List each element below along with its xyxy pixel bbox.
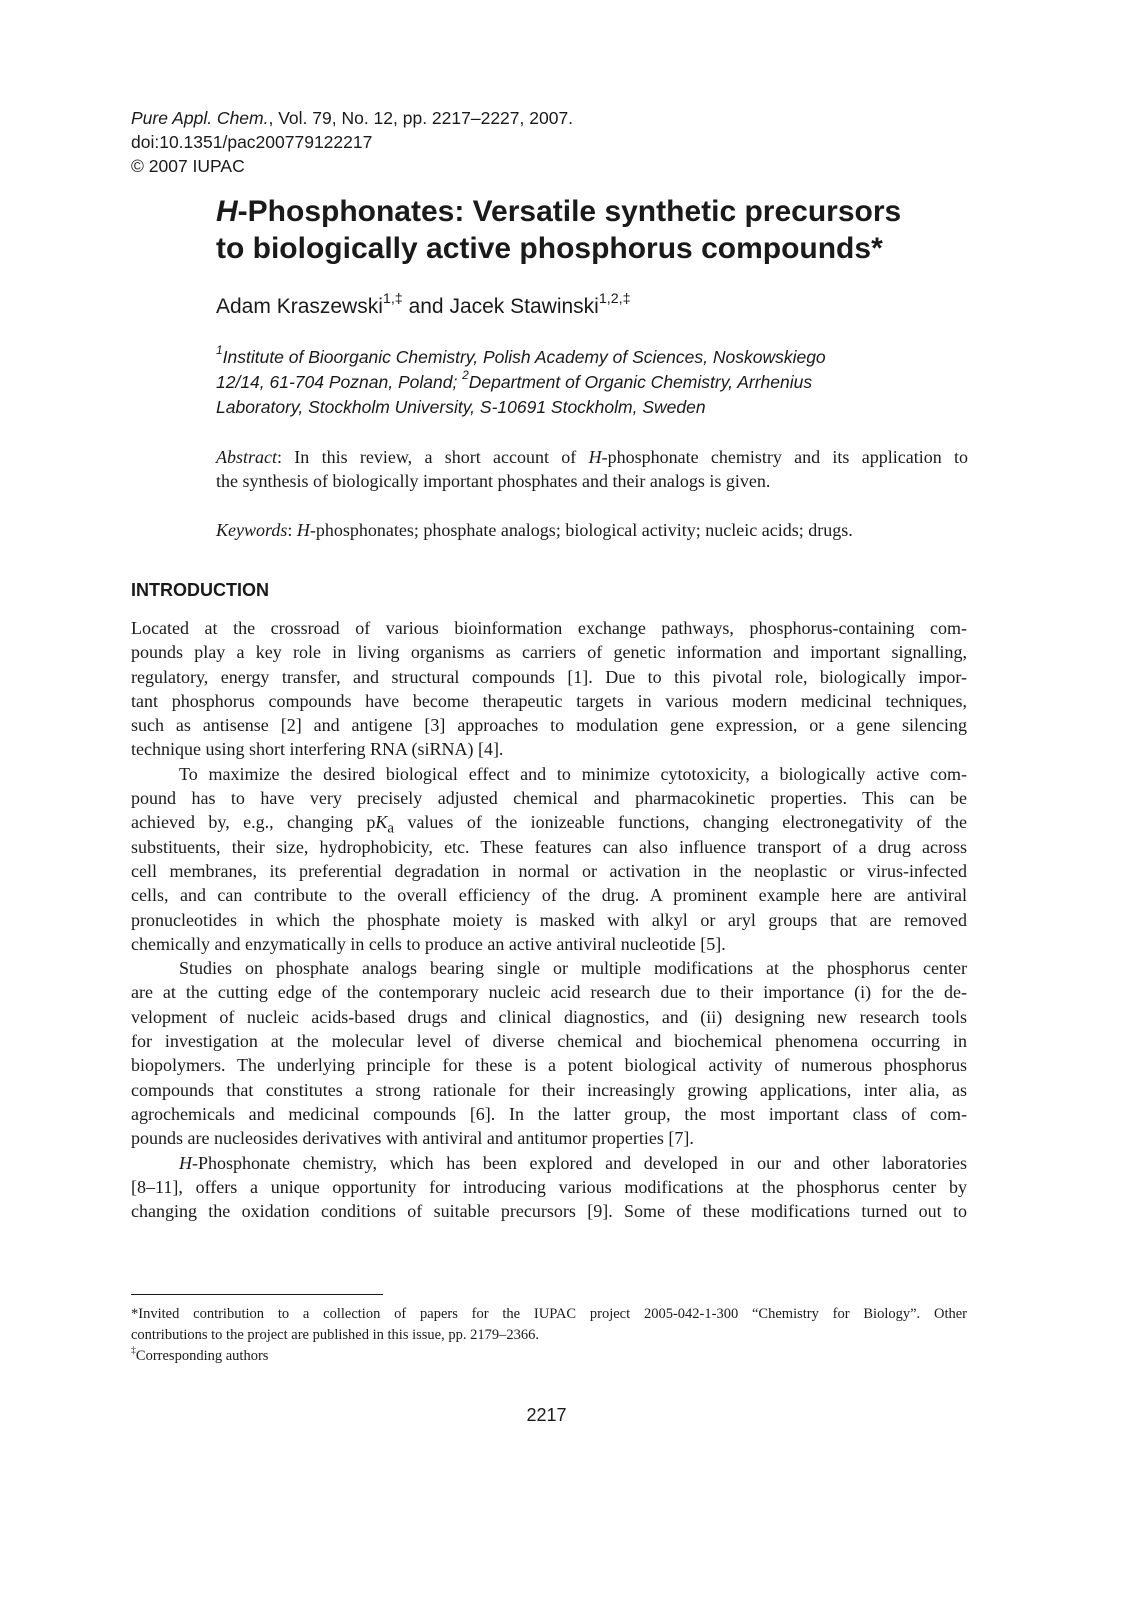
keywords-separator: : xyxy=(287,520,297,540)
article-title xyxy=(216,193,1016,267)
p3-line: agrochemicals and medicinal compounds [6]. In the latter group, the most important class of com- xyxy=(131,1103,967,1124)
p2-text-a: achieved by, e.g., changing p xyxy=(131,812,376,833)
author-1: Adam Kraszewski xyxy=(216,295,383,318)
p3-line: velopment of nucleic acids-based drugs and clinical diagnostics, and (ii) designing new research tools xyxy=(131,1006,967,1027)
p1-line: tant phosphorus compounds have become therapeutic targets in various modern medicinal techniques, xyxy=(131,690,967,711)
p2-line: To maximize the desired biological effect and to minimize cytotoxicity, a biologically active com- xyxy=(179,763,967,784)
pka-k: K xyxy=(375,812,388,833)
affiliations xyxy=(216,345,826,420)
footnotes xyxy=(131,1304,967,1367)
affiliation-1-address: 12/14, 61-704 Poznan, Poland; xyxy=(216,372,463,392)
citation-details: , Vol. 79, No. 12, pp. 2217–2227, 2007. xyxy=(268,108,574,128)
abstract-italic-h: H xyxy=(588,447,602,467)
p4-line: [8–11], offers a unique opportunity for introducing various modifications at the phosphorus center by xyxy=(131,1176,967,1197)
body-text xyxy=(131,616,967,1223)
abstract-label: Abstract xyxy=(216,447,277,467)
title-line-1-text: -Phosphonates: Versatile synthetic precursors xyxy=(237,195,902,228)
affiliation-1-text: Institute of Bioorganic Chemistry, Polish Academy of Sciences, Noskowskiego xyxy=(222,347,826,367)
p4-italic-h: H xyxy=(179,1152,192,1173)
pka-subscript: a xyxy=(387,820,395,837)
abstract-text-b: -phosphonate chemistry and its application to xyxy=(601,447,968,467)
affiliation-line-2 xyxy=(216,370,826,395)
copyright-line: © 2007 IUPAC xyxy=(131,156,245,176)
affiliation-marker-2: 2 xyxy=(462,368,469,383)
p4-line xyxy=(131,1151,967,1175)
p1-line: regulatory, energy transfer, and structural compounds [1]. Due to this pivotal role, biologically impor- xyxy=(131,666,967,687)
footnote-corresponding: Corresponding authors xyxy=(135,1348,269,1364)
journal-name: Pure Appl. Chem. xyxy=(131,108,269,128)
abstract-line-2: the synthesis of biologically important phosphates and their analogs is given. xyxy=(216,471,771,491)
author-conjunction: and xyxy=(402,295,450,318)
section-heading: INTRODUCTION xyxy=(131,580,269,600)
p2-line: pound has to have very precisely adjusted chemical and pharmacokinetic properties. This can be xyxy=(131,788,967,809)
affiliation-2-text: Department of Organic Chemistry, Arrhenius xyxy=(468,372,813,392)
journal-header xyxy=(131,106,573,178)
keywords-label: Keywords xyxy=(216,520,288,540)
p3-line: Studies on phosphate analogs bearing single or multiple modifications at the phosphorus center xyxy=(179,958,967,979)
keywords xyxy=(216,518,853,542)
author-1-affiliation: 1,‡ xyxy=(382,290,403,307)
citation-line xyxy=(131,106,573,130)
abstract xyxy=(216,445,968,493)
title-line-1 xyxy=(216,193,1016,230)
author-2: Jacek Stawinski xyxy=(449,295,599,318)
author-2-affiliation: 1,2,‡ xyxy=(598,290,631,307)
title-line-2: to biologically active phosphorus compounds* xyxy=(216,232,883,265)
affiliation-line-3: Laboratory, Stockholm University, S-10691 Stockholm, Sweden xyxy=(216,397,706,417)
footnote-line-1: *Invited contribution to a collection of papers for the IUPAC project 2005-042-1-300 “Chemistry for Biology”. Other xyxy=(131,1306,967,1322)
p2-line: pronucleotides in which the phosphate moiety is masked with alkyl or aryl groups that are removed xyxy=(131,909,967,930)
p3-line: pounds are nucleosides derivatives with antiviral and antitumor properties [7]. xyxy=(131,1128,694,1149)
title-italic-h: H xyxy=(216,195,238,228)
p2-line: cells, and can contribute to the overall efficiency of the drug. A prominent example here are antiviral xyxy=(131,885,967,906)
abstract-text-a: : In this review, a short account of xyxy=(277,447,589,467)
p1-line: pounds play a key role in living organisms as carriers of genetic information and important signalling, xyxy=(131,642,967,663)
keywords-italic-h: H xyxy=(296,520,310,540)
doi-line: doi:10.1351/pac200779122217 xyxy=(131,132,373,152)
p3-line: for investigation at the molecular level of diverse chemical and biochemical phenomena occurring in xyxy=(131,1031,967,1052)
abstract-line-1 xyxy=(216,445,968,469)
p2-line: chemically and enzymatically in cells to produce an active antiviral nucleotide [5]. xyxy=(131,933,726,954)
page-number: 2217 xyxy=(526,1405,567,1425)
p3-line: compounds that constitutes a strong rationale for their increasingly growing applications, inter alia, as xyxy=(131,1079,967,1100)
p4-line: changing the oxidation conditions of suitable precursors [9]. Some of these modifications turned out to xyxy=(131,1201,967,1222)
keywords-text: -phosphonates; phosphate analogs; biological activity; nucleic acids; drugs. xyxy=(309,520,853,540)
p2-text-b: values of the ionizeable functions, changing electronegativity of the xyxy=(394,812,967,833)
p2-line: cell membranes, its preferential degradation in normal or activation in the neoplastic or virus-infected xyxy=(131,860,967,881)
footnote-line-3 xyxy=(131,1346,967,1367)
affiliation-line-1 xyxy=(216,345,826,370)
p3-line: biopolymers. The underlying principle for these is a potent biological activity of numerous phosphorus xyxy=(131,1055,967,1076)
p1-line: Located at the crossroad of various bioinformation exchange pathways, phosphorus-containing com- xyxy=(131,618,967,638)
p1-line: such as antisense [2] and antigene [3] approaches to modulation gene expression, or a gene silencing xyxy=(131,715,967,736)
p1-line: technique using short interfering RNA (siRNA) [4]. xyxy=(131,739,504,760)
footnote-divider xyxy=(131,1294,383,1295)
affiliation-marker-1: 1 xyxy=(216,343,223,358)
p3-line: are at the cutting edge of the contemporary nucleic acid research due to their importance (i) for the de- xyxy=(131,982,967,1003)
dagger-marker: ‡ xyxy=(131,1344,136,1356)
p2-line-pka xyxy=(131,810,967,837)
p2-line: substituents, their size, hydrophobicity, etc. These features can also influence transport of a drug across xyxy=(131,836,967,857)
p4-text: -Phosphonate chemistry, which has been explored and developed in our and other laboratories xyxy=(192,1152,967,1173)
footnote-line-2: contributions to the project are published in this issue, pp. 2179–2366. xyxy=(131,1327,539,1343)
author-list xyxy=(216,292,631,322)
